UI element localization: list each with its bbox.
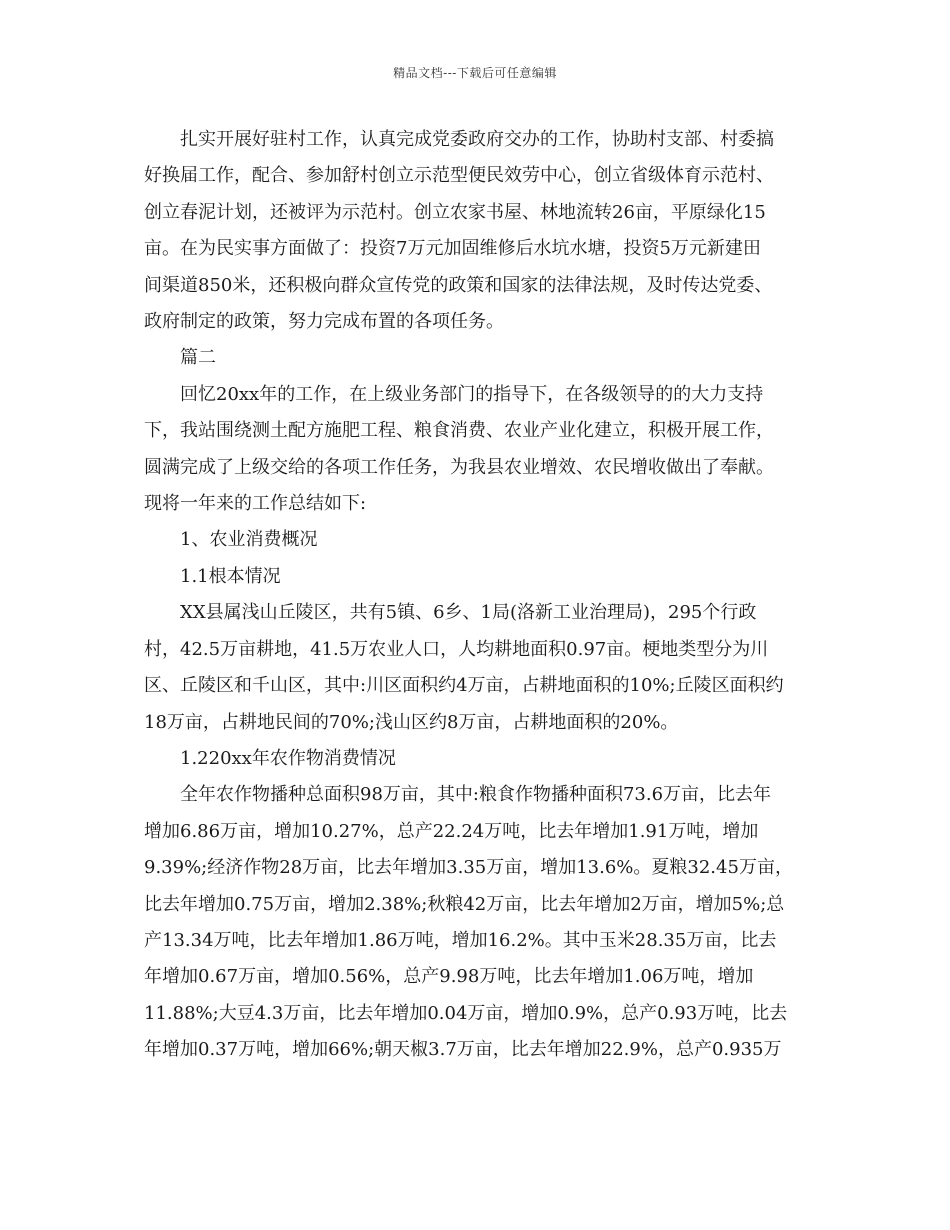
text-line: 18万亩，占耕地民间的70%;浅山区约8万亩，占耕地面积的20%。 — [144, 711, 679, 733]
text-line: 年增加0.67万亩，增加0.56%，总产9.98万吨，比去年增加1.06万吨，增加 — [144, 966, 754, 988]
paragraph-village-work — [144, 122, 812, 340]
section-heading — [144, 741, 812, 777]
section-heading — [144, 340, 812, 376]
text-line: 11.88%;大豆4.3万亩，比去年增加0.04万亩，增加0.9%，总产0.93万吨，比去 — [144, 1002, 788, 1024]
text-line: 产13.34万吨，比去年增加1.86万吨，增加16.2%。其中玉米28.35万亩，比去 — [144, 929, 777, 951]
text-line: 比去年增加0.75万亩，增加2.38%;秋粮42万亩，比去年增加2万亩，增加5%;总 — [144, 893, 785, 915]
section-heading — [144, 559, 812, 595]
text-line: XX县属浅山丘陵区，共有5镇、6乡、1局(洛新工业治理局)，295个行政 — [180, 602, 757, 624]
text-line: 村，42.5万亩耕地，41.5万农业人口，人均耕地面积0.97亩。梗地类型分为川 — [144, 638, 769, 660]
text-line: 下，我站围绕测土配方施肥工程、粮食消费、农业产业化建立，积极开展工作， — [144, 420, 774, 442]
text-line: 回忆20xx年的工作，在上级业务部门的指导下，在各级领导的的大力支持 — [180, 383, 764, 405]
text-line: 政府制定的政策，努力完成布置的各项任务。 — [144, 311, 504, 333]
text-line: 1.1根本情况 — [180, 565, 281, 587]
text-line: 扎实开展好驻村工作，认真完成党委政府交办的工作，协助村支部、村委搞 — [180, 129, 774, 150]
text-line: 亩。在为民实事方面做了：投资7万元加固维修后水坑水塘，投资5万元新建田 — [144, 238, 761, 260]
text-line: 区、丘陵区和千山区，其中:川区面积约4万亩，占耕地面积的10%;丘陵区面积约 — [144, 675, 784, 697]
text-line: 好换届工作，配合、参加舒村创立示范型便民效劳中心，创立省级体育示范村、 — [144, 165, 774, 187]
text-line: 圆满完成了上级交给的各项工作任务，为我县农业增效、农民增收做出了奉献。 — [144, 456, 774, 478]
text-line: 1.220xx年农作物消费情况 — [180, 747, 396, 769]
text-line: 9.39%;经济作物28万亩，比去年增加3.35万亩，增加13.6%。夏粮32.45万亩， — [144, 857, 793, 879]
text-line: 创立春泥计划，还被评为示范村。创立农家书屋、林地流转26亩，平原绿化15 — [144, 201, 766, 223]
document-body — [144, 122, 812, 1069]
paragraph-review — [144, 377, 812, 523]
text-line: 年增加0.37万吨，增加66%;朝天椒3.7万亩，比去年增加22.9%，总产0.935万 — [144, 1039, 782, 1061]
paragraph-crop-production — [144, 777, 812, 1068]
text-line: 间渠道850米，还积极向群众宣传党的政策和国家的法律法规，及时传达党委、 — [144, 274, 773, 296]
page-header: 精品文档---下载后可任意编辑 — [393, 66, 557, 80]
text-line: 全年农作物播种总面积98万亩，其中:粮食作物播种面积73.6万亩，比去年 — [180, 784, 772, 806]
text-line: 1、农业消费概况 — [180, 529, 318, 551]
paragraph-basic-info — [144, 595, 812, 741]
text-line: 篇二 — [180, 347, 216, 369]
text-line: 增加6.86万亩，增加10.27%，总产22.24万吨，比去年增加1.91万吨，增加 — [144, 820, 759, 842]
text-line: 现将一年来的工作总结如下: — [144, 493, 367, 515]
section-heading — [144, 522, 812, 558]
